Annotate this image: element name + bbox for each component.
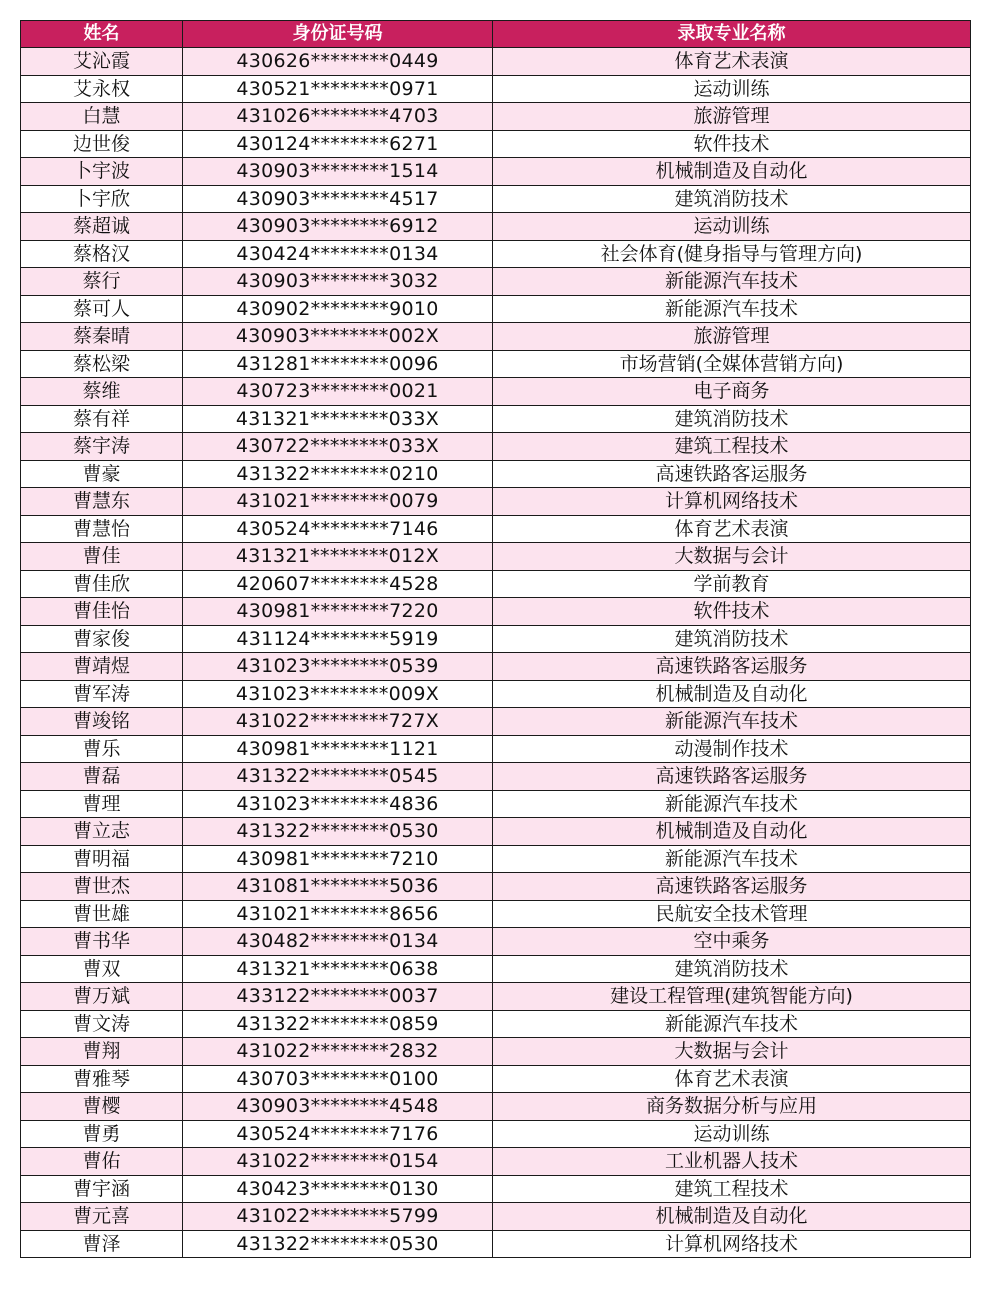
major-name: 机械制造及自动化: [493, 680, 971, 708]
id-number: 430981********1121: [183, 735, 493, 763]
major-name: 体育艺术表演: [493, 1065, 971, 1093]
table-row: [21, 708, 971, 736]
id-number: 430981********7220: [183, 598, 493, 626]
student-name: 曹竣铭: [21, 708, 183, 736]
id-number: 430482********0134: [183, 928, 493, 956]
major-name: 建筑消防技术: [493, 185, 971, 213]
table-body: [21, 48, 971, 1258]
student-name: 蔡宇涛: [21, 433, 183, 461]
major-name: 高速铁路客运服务: [493, 653, 971, 681]
header-name: 姓名: [21, 21, 183, 48]
major-name: 电子商务: [493, 378, 971, 406]
table-row: [21, 213, 971, 241]
table-row: [21, 350, 971, 378]
major-name: 新能源汽车技术: [493, 790, 971, 818]
table-row: [21, 405, 971, 433]
student-name: 曹军涛: [21, 680, 183, 708]
table-row: [21, 735, 971, 763]
student-name: 曹雅琴: [21, 1065, 183, 1093]
major-name: 计算机网络技术: [493, 488, 971, 516]
id-number: 431023********4836: [183, 790, 493, 818]
table-row: [21, 955, 971, 983]
table-row: [21, 240, 971, 268]
major-name: 软件技术: [493, 598, 971, 626]
id-number: 430903********4548: [183, 1093, 493, 1121]
table-row: [21, 1065, 971, 1093]
id-number: 431023********009X: [183, 680, 493, 708]
table-row: [21, 653, 971, 681]
student-name: 曹家俊: [21, 625, 183, 653]
table-row: [21, 790, 971, 818]
table-row: [21, 158, 971, 186]
table-row: [21, 818, 971, 846]
id-number: 431322********0210: [183, 460, 493, 488]
student-name: 卜宇波: [21, 158, 183, 186]
major-name: 学前教育: [493, 570, 971, 598]
major-name: 社会体育(健身指导与管理方向): [493, 240, 971, 268]
table-row: [21, 983, 971, 1011]
major-name: 新能源汽车技术: [493, 295, 971, 323]
id-number: 430626********0449: [183, 48, 493, 76]
id-number: 431022********5799: [183, 1203, 493, 1231]
table-row: [21, 75, 971, 103]
id-number: 431321********012X: [183, 543, 493, 571]
major-name: 运动训练: [493, 213, 971, 241]
student-name: 曹立志: [21, 818, 183, 846]
table-row: [21, 763, 971, 791]
table-row: [21, 295, 971, 323]
admission-list-sheet: [20, 20, 970, 1258]
student-name: 蔡秦晴: [21, 323, 183, 351]
id-number: 430521********0971: [183, 75, 493, 103]
id-number: 431322********0530: [183, 1230, 493, 1258]
major-name: 新能源汽车技术: [493, 708, 971, 736]
student-name: 曹世雄: [21, 900, 183, 928]
major-name: 新能源汽车技术: [493, 268, 971, 296]
student-name: 曹泽: [21, 1230, 183, 1258]
table-row: [21, 130, 971, 158]
major-name: 建筑工程技术: [493, 433, 971, 461]
major-name: 动漫制作技术: [493, 735, 971, 763]
table-row: [21, 488, 971, 516]
major-name: 旅游管理: [493, 323, 971, 351]
table-row: [21, 845, 971, 873]
student-name: 曹世杰: [21, 873, 183, 901]
id-number: 431022********2832: [183, 1038, 493, 1066]
student-name: 白慧: [21, 103, 183, 131]
major-name: 高速铁路客运服务: [493, 873, 971, 901]
id-number: 431023********0539: [183, 653, 493, 681]
id-number: 431022********0154: [183, 1148, 493, 1176]
id-number: 430903********4517: [183, 185, 493, 213]
id-number: 430524********7146: [183, 515, 493, 543]
major-name: 建筑消防技术: [493, 625, 971, 653]
table-row: [21, 48, 971, 76]
student-name: 曹勇: [21, 1120, 183, 1148]
student-name: 曹佳怡: [21, 598, 183, 626]
table-row: [21, 1148, 971, 1176]
id-number: 430903********002X: [183, 323, 493, 351]
table-row: [21, 515, 971, 543]
table-row: [21, 1120, 971, 1148]
student-name: 曹双: [21, 955, 183, 983]
id-number: 431321********0638: [183, 955, 493, 983]
id-number: 431022********727X: [183, 708, 493, 736]
student-name: 蔡有祥: [21, 405, 183, 433]
id-number: 430124********6271: [183, 130, 493, 158]
student-name: 曹文涛: [21, 1010, 183, 1038]
student-name: 艾永权: [21, 75, 183, 103]
id-number: 431322********0859: [183, 1010, 493, 1038]
student-name: 边世俊: [21, 130, 183, 158]
student-name: 蔡超诚: [21, 213, 183, 241]
id-number: 430722********033X: [183, 433, 493, 461]
table-row: [21, 900, 971, 928]
student-name: 曹乐: [21, 735, 183, 763]
id-number: 431026********4703: [183, 103, 493, 131]
table-row: [21, 543, 971, 571]
id-number: 430524********7176: [183, 1120, 493, 1148]
major-name: 新能源汽车技术: [493, 1010, 971, 1038]
student-name: 曹樱: [21, 1093, 183, 1121]
major-name: 旅游管理: [493, 103, 971, 131]
major-name: 计算机网络技术: [493, 1230, 971, 1258]
table-row: [21, 433, 971, 461]
table-row: [21, 268, 971, 296]
student-name: 曹元喜: [21, 1203, 183, 1231]
id-number: 431021********0079: [183, 488, 493, 516]
table-row: [21, 1203, 971, 1231]
student-name: 蔡格汉: [21, 240, 183, 268]
table-row: [21, 1175, 971, 1203]
id-number: 431124********5919: [183, 625, 493, 653]
student-name: 蔡可人: [21, 295, 183, 323]
table-row: [21, 1093, 971, 1121]
student-name: 艾沁霞: [21, 48, 183, 76]
table-row: [21, 598, 971, 626]
student-name: 曹佑: [21, 1148, 183, 1176]
major-name: 大数据与会计: [493, 543, 971, 571]
student-name: 曹靖煜: [21, 653, 183, 681]
id-number: 433122********0037: [183, 983, 493, 1011]
major-name: 建筑消防技术: [493, 405, 971, 433]
major-name: 商务数据分析与应用: [493, 1093, 971, 1121]
student-name: 蔡行: [21, 268, 183, 296]
id-number: 420607********4528: [183, 570, 493, 598]
student-name: 曹书华: [21, 928, 183, 956]
table-row: [21, 103, 971, 131]
table-row: [21, 680, 971, 708]
major-name: 高速铁路客运服务: [493, 763, 971, 791]
id-number: 431021********8656: [183, 900, 493, 928]
student-name: 曹明福: [21, 845, 183, 873]
id-number: 430903********3032: [183, 268, 493, 296]
table-row: [21, 185, 971, 213]
major-name: 建设工程管理(建筑智能方向): [493, 983, 971, 1011]
major-name: 体育艺术表演: [493, 515, 971, 543]
id-number: 430723********0021: [183, 378, 493, 406]
student-name: 曹佳: [21, 543, 183, 571]
student-name: 曹慧怡: [21, 515, 183, 543]
major-name: 市场营销(全媒体营销方向): [493, 350, 971, 378]
major-name: 工业机器人技术: [493, 1148, 971, 1176]
student-name: 蔡维: [21, 378, 183, 406]
student-name: 曹理: [21, 790, 183, 818]
admission-table: [20, 20, 971, 1258]
major-name: 机械制造及自动化: [493, 818, 971, 846]
student-name: 曹万斌: [21, 983, 183, 1011]
student-name: 蔡松梁: [21, 350, 183, 378]
table-row: [21, 1230, 971, 1258]
major-name: 新能源汽车技术: [493, 845, 971, 873]
major-name: 空中乘务: [493, 928, 971, 956]
id-number: 431322********0530: [183, 818, 493, 846]
id-number: 431321********033X: [183, 405, 493, 433]
student-name: 曹翔: [21, 1038, 183, 1066]
table-row: [21, 460, 971, 488]
major-name: 运动训练: [493, 75, 971, 103]
header-row: [21, 21, 971, 48]
major-name: 机械制造及自动化: [493, 158, 971, 186]
table-header: [21, 21, 971, 48]
table-row: [21, 323, 971, 351]
id-number: 431322********0545: [183, 763, 493, 791]
id-number: 430981********7210: [183, 845, 493, 873]
major-name: 大数据与会计: [493, 1038, 971, 1066]
table-row: [21, 1038, 971, 1066]
table-row: [21, 570, 971, 598]
table-row: [21, 928, 971, 956]
major-name: 高速铁路客运服务: [493, 460, 971, 488]
student-name: 曹慧东: [21, 488, 183, 516]
student-name: 曹佳欣: [21, 570, 183, 598]
id-number: 430903********6912: [183, 213, 493, 241]
table-row: [21, 1010, 971, 1038]
student-name: 曹宇涵: [21, 1175, 183, 1203]
id-number: 430903********1514: [183, 158, 493, 186]
major-name: 民航安全技术管理: [493, 900, 971, 928]
id-number: 430703********0100: [183, 1065, 493, 1093]
id-number: 431281********0096: [183, 350, 493, 378]
major-name: 建筑工程技术: [493, 1175, 971, 1203]
header-id-number: 身份证号码: [183, 21, 493, 48]
id-number: 431081********5036: [183, 873, 493, 901]
table-row: [21, 378, 971, 406]
major-name: 软件技术: [493, 130, 971, 158]
major-name: 建筑消防技术: [493, 955, 971, 983]
major-name: 体育艺术表演: [493, 48, 971, 76]
table-row: [21, 625, 971, 653]
id-number: 430423********0130: [183, 1175, 493, 1203]
student-name: 曹豪: [21, 460, 183, 488]
student-name: 卜宇欣: [21, 185, 183, 213]
id-number: 430424********0134: [183, 240, 493, 268]
major-name: 机械制造及自动化: [493, 1203, 971, 1231]
table-row: [21, 873, 971, 901]
id-number: 430902********9010: [183, 295, 493, 323]
student-name: 曹磊: [21, 763, 183, 791]
header-major: 录取专业名称: [493, 21, 971, 48]
major-name: 运动训练: [493, 1120, 971, 1148]
